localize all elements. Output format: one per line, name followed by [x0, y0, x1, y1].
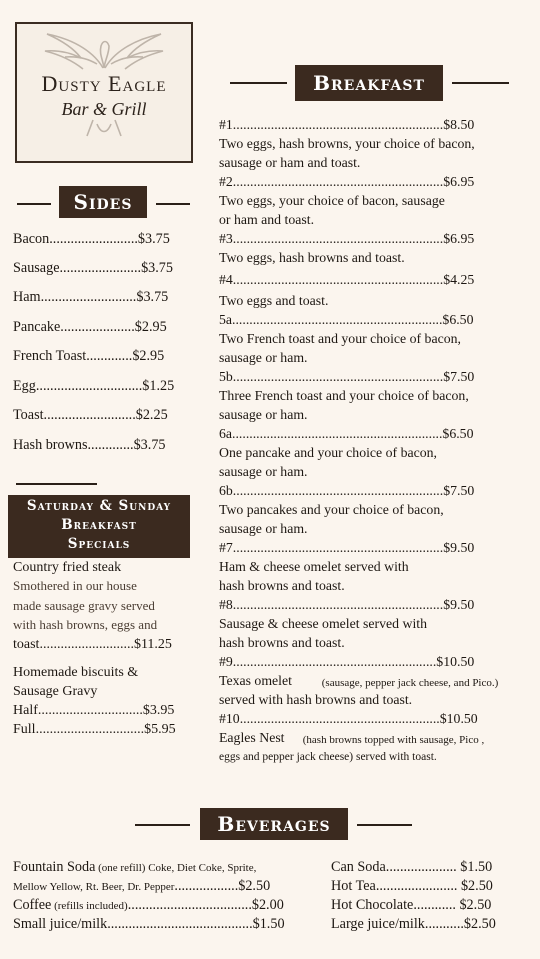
breakfast-line: Two eggs, hash browns and toast.: [219, 250, 405, 265]
beverage-item: [13, 915, 285, 934]
breakfast-line: Two pancakes and your choice of bacon,: [219, 502, 444, 517]
side-item: Bacon.........................$3.75: [13, 231, 170, 247]
beverage-rest: ..................$2.50: [174, 878, 271, 894]
beverage-item: Hot Tea....................... $2.50: [331, 878, 493, 894]
breakfast-line: hash browns and toast.: [219, 635, 345, 650]
breakfast-line: #9...........................................................$10.50: [219, 654, 475, 669]
breakfast-line: Two eggs, hash browns, your choice of bacon,: [219, 136, 475, 151]
side-item: French Toast.............$2.95: [13, 348, 165, 364]
breakfast-line: 6b.............................................................$7.50: [219, 483, 475, 498]
breakfast-line: #4.............................................................$4.25: [219, 272, 475, 287]
beverage-item: Can Soda.................... $1.50: [331, 859, 493, 875]
special-line: Half..............................$3.95: [13, 703, 175, 718]
beverage-item: [13, 896, 284, 915]
eagles-nest-note: (hash browns topped with sausage, Pico ,: [300, 734, 485, 746]
specials-title-line: Breakfast: [61, 517, 137, 533]
breakfast-line: sausage or ham.: [219, 521, 308, 536]
breakfast-line: sausage or ham.: [219, 350, 308, 365]
breakfast-heading: Breakfast: [295, 65, 443, 101]
breakfast-line: Sausage & cheese omelet served with: [219, 616, 428, 631]
specials-title-line: Specials: [67, 536, 131, 552]
breakfast-line: 5a.............................................................$6.50: [219, 312, 474, 327]
special-line: made sausage gravy served: [13, 598, 155, 613]
side-item: Egg..............................$1.25: [13, 378, 175, 394]
breakfast-line: sausage or ham.: [219, 464, 308, 479]
special-line: Sausage Gravy: [13, 684, 98, 699]
beverage-rest: Coke, Diet Coke, Sprite,: [145, 862, 257, 874]
breakfast-line: Three French toast and your choice of bacon,: [219, 388, 469, 403]
breakfast-line: #1.............................................................$8.50: [219, 117, 475, 132]
breakfast-line: #8.............................................................$9.50: [219, 597, 475, 612]
special-line: Country fried steak: [13, 560, 122, 575]
beverage-item: [13, 858, 256, 877]
divider: [16, 483, 97, 485]
beverage-note: Mellow Yellow, Rt. Beer, Dr. Pepper: [13, 881, 175, 893]
breakfast-line: Texas omelet: [219, 673, 292, 688]
divider: [156, 203, 190, 205]
breakfast-line: Eagles Nest: [219, 730, 285, 745]
texas-omelet-note: (sausage, pepper jack cheese, and Pico.): [319, 677, 499, 689]
breakfast-line: One pancake and your choice of bacon,: [219, 445, 437, 460]
specials-heading: [8, 495, 190, 558]
divider: [452, 82, 509, 84]
divider: [17, 203, 51, 205]
beverage-item: Hot Chocolate............ $2.50: [331, 897, 492, 913]
special-line: Smothered in our house: [13, 578, 137, 593]
beverage-rest: .........................................$1.50: [107, 916, 285, 932]
breakfast-line: hash browns and toast.: [219, 578, 345, 593]
divider: [135, 824, 190, 826]
breakfast-line: 5b.............................................................$7.50: [219, 369, 475, 384]
logo-subtitle: Bar & Grill: [61, 99, 147, 119]
breakfast-line: Two French toast and your choice of bacon,: [219, 331, 461, 346]
special-line: with hash browns, eggs and: [13, 617, 158, 632]
breakfast-line: #2.............................................................$6.95: [219, 174, 475, 189]
breakfast-line: 6a.............................................................$6.50: [219, 426, 474, 441]
side-item: Ham...........................$3.75: [13, 289, 169, 305]
special-line: Full...............................$5.95: [13, 722, 176, 737]
beverages-heading: Beverages: [200, 808, 348, 840]
restaurant-logo: [15, 22, 193, 163]
side-item: Pancake.....................$2.95: [13, 319, 167, 335]
side-item: Hash browns.............$3.75: [13, 437, 166, 453]
side-item: Sausage.......................$3.75: [13, 260, 173, 276]
beverage-item: Large juice/milk...........$2.50: [331, 916, 496, 932]
breakfast-line: served with hash browns and toast.: [219, 692, 413, 707]
breakfast-line: #10..........................................................$10.50: [219, 711, 478, 726]
beverage-main: Coffee: [13, 897, 52, 913]
breakfast-line: eggs and pepper jack cheese) served with toast.: [219, 751, 437, 763]
beverage-main: Small juice/milk: [13, 916, 108, 932]
breakfast-line: or ham and toast.: [219, 212, 315, 227]
beverage-note: (refills included): [51, 900, 128, 912]
special-line: Homemade biscuits &: [13, 665, 139, 680]
logo-name: Dusty Eagle: [41, 71, 167, 96]
beverage-rest: ...................................$2.00: [127, 897, 284, 913]
breakfast-line: #3.............................................................$6.95: [219, 231, 475, 246]
divider: [230, 82, 287, 84]
special-line: toast...........................$11.25: [13, 637, 172, 652]
beverage-item: [13, 877, 270, 896]
breakfast-line: Two eggs, your choice of bacon, sausage: [219, 193, 445, 208]
divider: [357, 824, 412, 826]
breakfast-line: Ham & cheese omelet served with: [219, 559, 409, 574]
breakfast-line: sausage or ham and toast.: [219, 155, 361, 170]
side-item: Toast..........................$2.25: [13, 407, 168, 423]
specials-title-line: Saturday & Sunday: [26, 498, 172, 514]
sides-heading: Sides: [59, 186, 147, 218]
beverage-main: Fountain Soda: [13, 859, 96, 875]
beverage-note: (one refill): [95, 862, 146, 874]
breakfast-line: Two eggs and toast.: [219, 293, 329, 308]
breakfast-line: sausage or ham.: [219, 407, 308, 422]
breakfast-line: #7.............................................................$9.50: [219, 540, 475, 555]
